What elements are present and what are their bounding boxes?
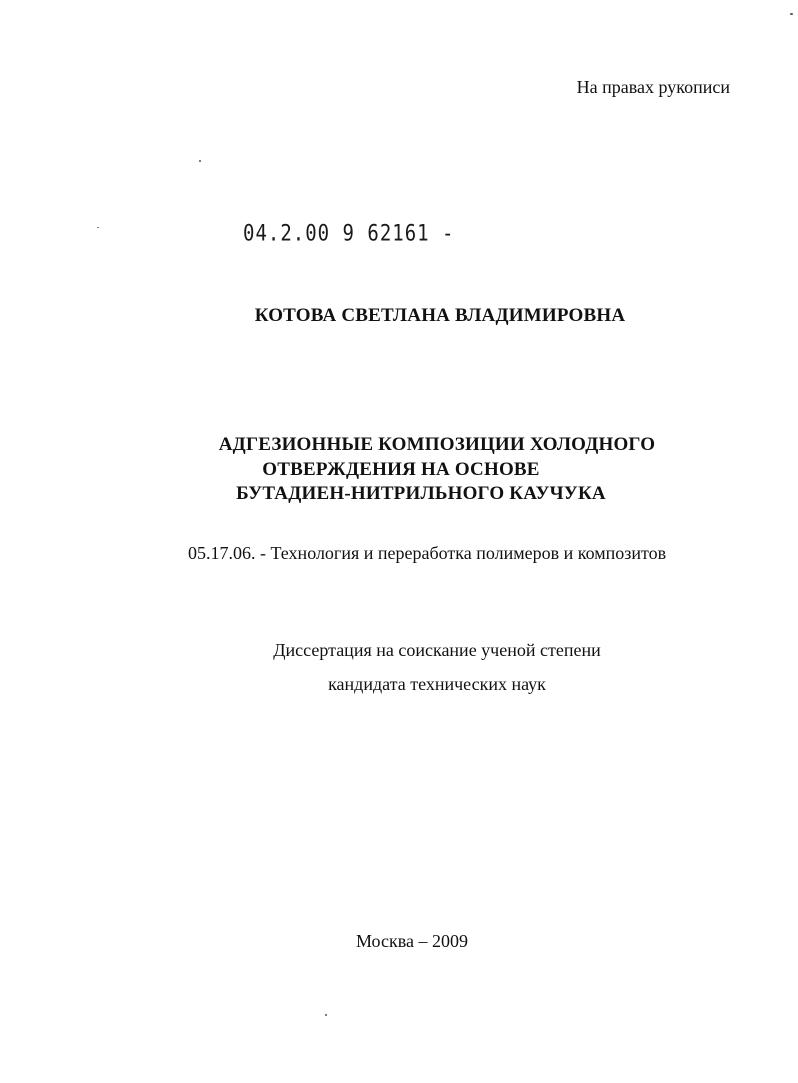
scan-speck (199, 160, 201, 162)
specialty-code: 05.17.06. - Технология и переработка полимеров и композитов (188, 543, 667, 563)
scan-speck (325, 1014, 327, 1016)
thesis-title-line-1: АДГЕЗИОННЫЕ КОМПОЗИЦИИ ХОЛОДНОГО (218, 434, 656, 455)
author-name: КОТОВА СВЕТЛАНА ВЛАДИМИРОВНА (254, 305, 626, 326)
rights-note: На правах рукописи (576, 77, 730, 97)
city-year: Москва – 2009 (356, 931, 468, 951)
registration-stamp: 04.2.00 9 62161 - (243, 221, 455, 247)
degree-line-1: Диссертация на соискание ученой степени (273, 640, 601, 660)
degree-line-2: кандидата технических наук (328, 674, 546, 694)
scan-speck (790, 13, 793, 15)
thesis-title-line-3: БУТАДИЕН-НИТРИЛЬНОГО КАУЧУКА (236, 483, 606, 504)
scan-speck (97, 227, 99, 228)
thesis-title-line-2: ОТВЕРЖДЕНИЯ НА ОСНОВЕ (262, 459, 540, 480)
